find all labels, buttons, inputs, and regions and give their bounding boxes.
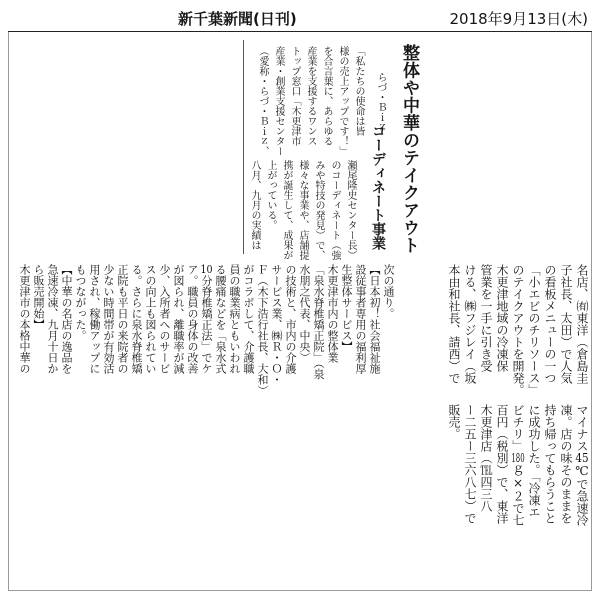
text-column: （愛称・らづ・Ｂｉｚ、 bbox=[257, 46, 268, 156]
text-column: 「小エビのチリソース」 bbox=[527, 264, 541, 396]
text-column: に成功した。「冷凍エ bbox=[527, 404, 541, 518]
body-band-3 bbox=[17, 264, 395, 398]
text-column: 八月、九月の実績は bbox=[249, 160, 260, 250]
text-column: 「泉水脊椎矯正院」（泉 bbox=[312, 264, 325, 380]
text-column: 少、入所者へのサービ bbox=[158, 264, 171, 374]
text-column: 瀬尾隆史センター長） bbox=[345, 160, 356, 260]
text-column: 急速冷凍、九月十日か bbox=[46, 264, 59, 374]
text-column: 子社長、太田）で人気 bbox=[559, 264, 573, 384]
text-column: もつながった。 bbox=[74, 264, 87, 341]
text-column: マイナス45℃で急速冷 bbox=[575, 404, 589, 526]
text-column: 用され、稼働アップに bbox=[88, 264, 101, 374]
text-column: 木更津市内の整体業 bbox=[326, 264, 339, 363]
text-column: サービス業、㈱Ｒ・Ｏ・ bbox=[270, 264, 283, 385]
text-column: ける、㈱フジレイ（坂 bbox=[463, 264, 477, 384]
text-column: 【中華の名店の逸品を bbox=[60, 264, 73, 374]
text-column: る腰痛などを「泉水式 bbox=[214, 264, 227, 374]
text-column: の看板メニューの一つ bbox=[543, 264, 557, 384]
text-column: 「私たちの使命は皆 bbox=[353, 46, 364, 136]
intro-band-2 bbox=[246, 160, 358, 260]
text-column: ア。職員の身体の改善 bbox=[186, 264, 199, 374]
text-column: る。さらに泉水脊椎矯 bbox=[130, 264, 143, 374]
text-column: 木更津地域の冷凍保 bbox=[495, 264, 509, 372]
text-column: 携が誕生して、成果が bbox=[281, 160, 292, 260]
text-column: 様々な事業や、店舗提 bbox=[297, 160, 308, 260]
text-column: 生整体サービス】 bbox=[340, 264, 353, 352]
text-column: 管業を一手に引き受 bbox=[479, 264, 493, 372]
text-column: ら販売開始】 bbox=[32, 264, 45, 330]
article-headline: 整体や中華のテイクアウト bbox=[399, 44, 419, 254]
text-column: 凍。店の味そのままを bbox=[559, 404, 573, 524]
text-column: Ｆ（木下浩行社長、大和） bbox=[256, 264, 269, 396]
text-column: 設従事者専用の福利厚 bbox=[354, 264, 367, 374]
text-column: のコーディネート（強 bbox=[329, 160, 340, 260]
body-band-5 bbox=[446, 404, 590, 538]
intro-box-line bbox=[243, 40, 244, 254]
text-column: 【日本初！社会福祉施 bbox=[368, 264, 381, 374]
text-column: 10分脊椎矯正法」でケ bbox=[200, 264, 213, 374]
text-column: 木更津市の本格中華の bbox=[18, 264, 31, 374]
text-column: のテイクアウトを開発。 bbox=[511, 264, 525, 396]
text-column: が図られ、離職率が減 bbox=[172, 264, 185, 374]
intro-band-1 bbox=[254, 46, 366, 156]
article-kicker: らづ・Ｂｉｚ bbox=[375, 72, 386, 132]
text-column: 産業を支援するワンス bbox=[305, 46, 316, 146]
publication-date: 2018年9月13日(木) bbox=[449, 10, 588, 28]
text-column: トップ窓口「木更津市 bbox=[289, 46, 300, 146]
text-column: 上がっている。 bbox=[265, 160, 276, 230]
text-column: 員の職業病ともいわれ bbox=[228, 264, 241, 374]
text-column: 様の売上アップです！」 bbox=[337, 46, 348, 156]
text-column: 水朋之代表、中央） bbox=[298, 264, 311, 363]
text-column: 木更津店（℡四三八 bbox=[479, 404, 493, 512]
text-column: ー二五ー三六八七）で bbox=[463, 404, 477, 524]
text-column: スの向上も図られてい bbox=[144, 264, 157, 374]
text-column: ビチリ」180ｇ×２で七 bbox=[511, 404, 525, 526]
text-column: がコラボして、介護職 bbox=[242, 264, 255, 374]
text-column: を合言葉に、あらゆる bbox=[321, 46, 332, 146]
text-column: 名店、㈲東洋（倉島圭 bbox=[575, 264, 589, 384]
text-column: 百円（税別）で、東洋 bbox=[495, 404, 509, 524]
text-column: 正院も平日の来院者の bbox=[116, 264, 129, 374]
text-column: 持ち帰ってもらうこと bbox=[543, 404, 557, 524]
article-subheadline: コーディネート事業 bbox=[370, 124, 386, 250]
body-band-4 bbox=[446, 264, 590, 398]
text-column: 販売。 bbox=[447, 404, 461, 440]
text-column: 少ない時間帯が有効活 bbox=[102, 264, 115, 374]
text-column: 産業・創業支援センター bbox=[273, 46, 284, 156]
text-column: 次の通り。 bbox=[382, 264, 395, 319]
text-column: みや特技の発見）で、 bbox=[313, 160, 324, 260]
text-column: 本由和社長、請西）で bbox=[447, 264, 461, 384]
text-column: の技術と、市内の介護 bbox=[284, 264, 297, 374]
newspaper-name: 新千葉新聞(日刊) bbox=[178, 10, 297, 28]
